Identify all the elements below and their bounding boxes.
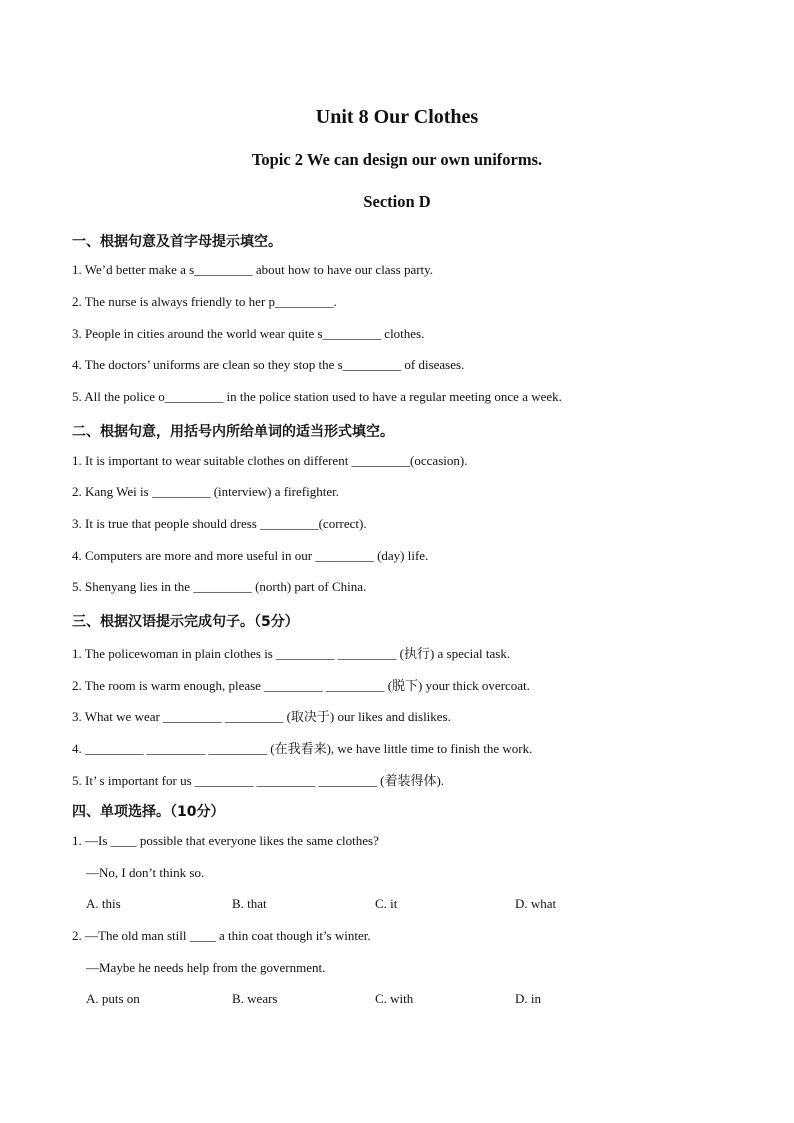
q1-option-d: D. what: [515, 896, 557, 911]
part1-item-4: 4. The doctors’ uniforms are clean so they stop the s_________ of diseases.: [72, 357, 465, 372]
part3-item-5: 5. It’ s important for us _________ _________ _________ (着装得体).: [72, 773, 445, 788]
q2-option-a: A. puts on: [86, 991, 140, 1006]
part3-heading: 三、根据汉语提示完成句子。（5分）: [72, 614, 299, 630]
part1-item-3: 3. People in cities around the world wear quite s_________ clothes.: [72, 326, 425, 341]
part2-item-4: 4. Computers are more and more useful in our _________ (day) life.: [72, 548, 429, 563]
part1-item-2: 2. The nurse is always friendly to her p_________.: [72, 294, 337, 309]
q1-option-c: C. it: [375, 896, 398, 911]
part1-item-1: 1. We’d better make a s_________ about how to have our class party.: [72, 262, 434, 277]
q1-stem: 1. —Is ____ possible that everyone likes the same clothes?: [72, 833, 379, 848]
part2-item-5: 5. Shenyang lies in the _________ (north) part of China.: [72, 579, 367, 594]
part3-item-4: 4. _________ _________ _________ (在我看来), we have little time to finish the work.: [72, 741, 533, 756]
part2-item-3: 3. It is true that people should dress _________(correct).: [72, 516, 367, 531]
unit-title: Unit 8 Our Clothes: [315, 106, 479, 128]
part2-item-1: 1. It is important to wear suitable clothes on different _________(occasion).: [72, 453, 468, 468]
q2-stem: 2. —The old man still ____ a thin coat though it’s winter.: [72, 928, 371, 943]
part1-item-5: 5. All the police o_________ in the police station used to have a regular meeting once a week.: [72, 389, 562, 404]
q2-option-b: B. wears: [232, 991, 278, 1006]
topic-title: Topic 2 We can design our own uniforms.: [251, 150, 543, 169]
part2-heading: 二、根据句意，用括号内所给单词的适当形式填空。: [72, 424, 394, 440]
q2-option-d: D. in: [515, 991, 541, 1006]
q2-option-c: C. with: [375, 991, 414, 1006]
section-title: Section D: [363, 192, 431, 211]
part3-item-1: 1. The policewoman in plain clothes is _________ _________ (执行) a special task.: [72, 646, 511, 661]
q2-reply: —Maybe he needs help from the government.: [86, 960, 326, 975]
q1-option-a: A. this: [86, 896, 121, 911]
q1-reply: —No, I don’t think so.: [86, 865, 205, 880]
part2-item-2: 2. Kang Wei is _________ (interview) a firefighter.: [72, 484, 339, 499]
q1-option-b: B. that: [232, 896, 267, 911]
part4-heading: 四、单项选择。（10分）: [72, 804, 225, 820]
part1-heading: 一、根据句意及首字母提示填空。: [72, 234, 282, 250]
part3-item-2: 2. The room is warm enough, please _________ _________ (脱下) your thick overcoat.: [72, 678, 530, 693]
part3-item-3: 3. What we wear _________ _________ (取决于) our likes and dislikes.: [72, 709, 451, 724]
